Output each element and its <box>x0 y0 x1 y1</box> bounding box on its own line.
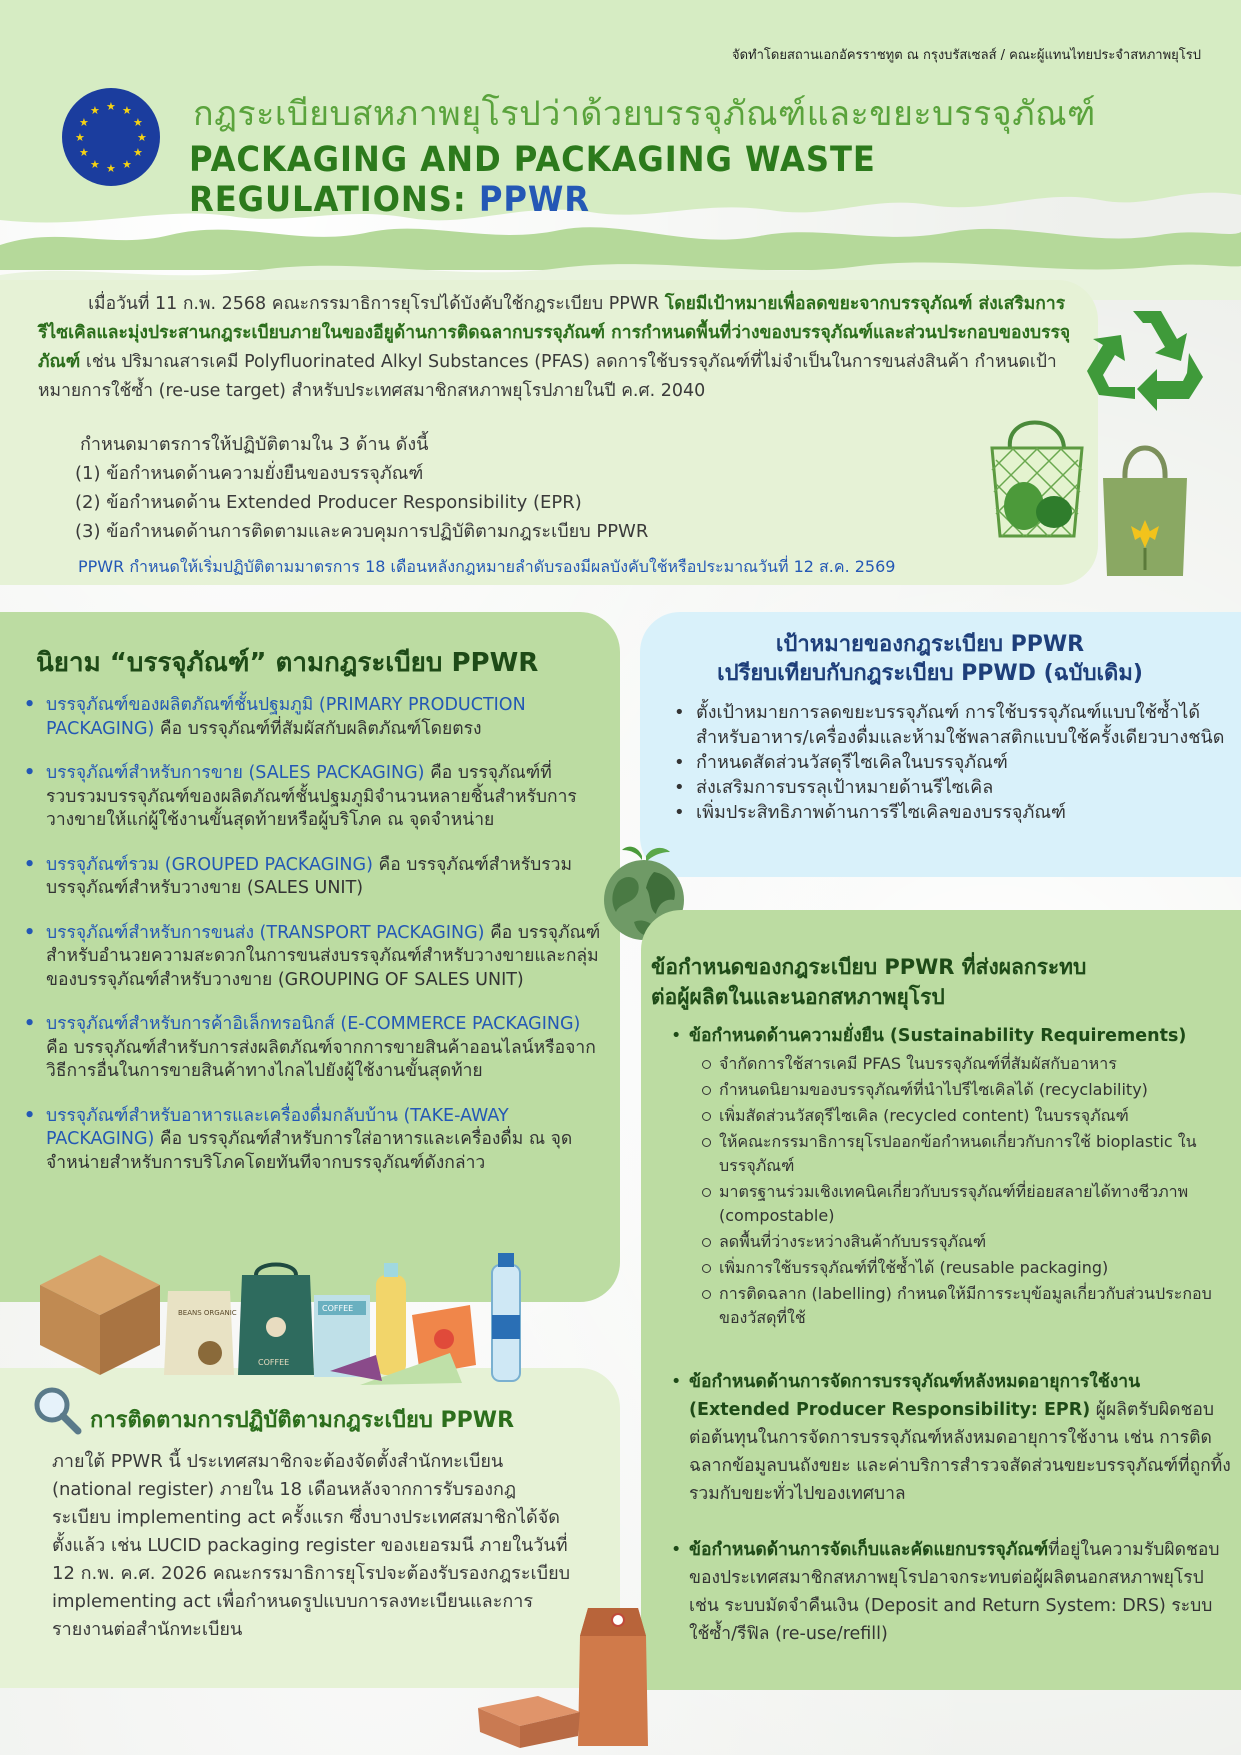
sustainability-item: เพิ่มสัดส่วนวัสดุรีไซเคิล (recycled content) ในบรรจุภัณฑ์ <box>701 1104 1231 1128</box>
sustainability-item: ให้คณะกรรมาธิการยุโรปออกข้อกำหนดเกี่ยวกับการใช้ bioplastic ในบรรจุภัณฑ์ <box>701 1130 1231 1178</box>
definition-item <box>24 1013 604 1084</box>
sustainability-heading-text: ข้อกำหนดด้านความยั่งยืน (Sustainability Requirements) <box>689 1026 1187 1046</box>
goal-item: • กำหนดสัดส่วนวัสดุรีไซเคิลในบรรจุภัณฑ์ <box>674 750 1229 775</box>
product-label: BEANS ORGANIC <box>178 1309 237 1317</box>
sustainability-item: เพิ่มการใช้บรรจุภัณฑ์ที่ใช้ซ้ำได้ (reusable packaging) <box>701 1256 1231 1280</box>
monitoring-title: การติดตามการปฏิบัติตามกฎระเบียบ PPWR <box>90 1408 515 1433</box>
definition-desc: คือ บรรจุภัณฑ์สำหรับการใส่อาหารและเครื่องดื่ม ณ จุดจำหน่ายสำหรับการบริโภคโดยทันทีจากบรรจุภัณฑ์ดังกล่าว <box>46 1129 573 1173</box>
intro-panel <box>0 280 1098 585</box>
product-label: COFFEE <box>322 1304 354 1313</box>
definition-term: บรรจุภัณฑ์สำหรับการค้าอิเล็กทรอนิกส์ (E-COMMERCE PACKAGING) <box>46 1014 581 1034</box>
goals-list <box>674 700 1229 825</box>
agency-credit: จัดทำโดยสถานเอกอัครราชทูต ณ กรุงบรัสเซลส์ / คณะผู้แทนไทยประจำสหภาพยุโรป <box>731 48 1201 63</box>
definition-desc: คือ บรรจุภัณฑ์ที่รวบรวมบรรจุภัณฑ์ของผลิตภัณฑ์ชั้นปฐมภูมิจำนวนหลายชิ้นสำหรับการวางขายให้แก่ผู้ใช้งานขั้นสุดท้ายหรือผู้บริโภค ณ จุดจำหน่าย <box>46 763 577 830</box>
definition-list <box>24 694 604 1196</box>
definition-panel <box>0 612 620 1302</box>
coffee-bag-icon <box>238 1265 314 1376</box>
definition-desc: คือ บรรจุภัณฑ์ที่สัมผัสกับผลิตภัณฑ์โดยตรง <box>154 718 482 739</box>
bean-bag-icon <box>164 1291 237 1375</box>
epr-paragraph <box>671 1368 1231 1508</box>
cardboard-box-icon <box>40 1255 160 1375</box>
definition-term: บรรจุภัณฑ์สำหรับอาหารและเครื่องดื่มกลับบ้าน (TAKE-AWAY PACKAGING) <box>46 1105 509 1149</box>
product-label: COFFEE <box>258 1358 290 1367</box>
definition-desc: คือ บรรจุภัณฑ์สำหรับการส่งผลิตภัณฑ์จากการขายสินค้าออนไลน์หรือจากวิธีการอื่นในการขายสินค้าทางไกลไปยังผู้ใช้งานขั้นสุดท้าย <box>46 1037 596 1081</box>
definition-desc: คือ บรรจุภัณฑ์สำหรับอำนวยความสะดวกในการขนส่งบรรจุภัณฑ์สำหรับวางขายและกลุ่มของบรรจุภัณฑ์สำหรับวางขาย (GROUPING OF SALES UNIT) <box>46 922 601 990</box>
sustainability-item: จำกัดการใช้สารเคมี PFAS ในบรรจุภัณฑ์ที่สัมผัสกับอาหาร <box>701 1052 1231 1076</box>
sustainability-item: การติดฉลาก (labelling) กำหนดให้มีการระบุข้อมูลเกี่ยวกับส่วนประกอบของวัสดุที่ใช้ <box>701 1282 1231 1330</box>
measures-list <box>75 430 648 546</box>
paper-bag-icon <box>578 1608 648 1746</box>
definition-item <box>24 1105 604 1176</box>
requirements-title <box>651 952 1086 1012</box>
intro-text-c: เช่น ปริมาณสารเคมี Polyfluorinated Alkyl Substances (PFAS) ลดการใช้บรรจุภัณฑ์ที่ไม่จำเป็นในการขนส่งสินค้า กำหนดเป้าหมายการใช้ซ้ำ (re-use target) สำหรับประเทศสมาชิกสหภาพยุโรปภายในปี ค.ศ. 2040 <box>38 352 1057 401</box>
monitoring-text: ภายใต้ PPWR นี้ ประเทศสมาชิกจะต้องจัดตั้งสำนักทะเบียน (national register) ภายใน 18 เดือนหลังจากการรับรองกฎระเบียบ implementing act ครั้งแรก ซึ่งบางประเทศสมาชิกได้จัดตั้งแล้ว เช่น LUCID packaging register ของเยอรมนี ภายในวันที่ 12 ก.พ. ค.ศ. 2026 คณะกรรมาธิการยุโรปจะต้องรับรองกฎระเบียบ implementing act เพื่อกำหนดรูปแบบการลงทะเบียนและการรายงานต่อสำนักทะเบียน <box>52 1451 571 1640</box>
epr-text: ผู้ผลิตรับผิดชอบต่อต้นทุนในการจัดการบรรจุภัณฑ์หลังหมดอายุการใช้งาน เช่น การติดฉลากข้อมูลบนถังขยะ และค่าบริการสำรวจสัดส่วนขยะบรรจุภัณฑ์ที่ถูกทิ้งรวมกับขยะทั่วไปของเทศบาล <box>689 1400 1231 1504</box>
definition-item <box>24 922 604 993</box>
epr-block <box>671 1368 1231 1508</box>
requirements-panel <box>641 910 1241 1690</box>
title-english <box>189 140 1157 220</box>
epr-heading: ข้อกำหนดด้านการจัดการบรรจุภัณฑ์หลังหมดอายุการใช้งาน (Extended Producer Responsibility: EPR) <box>689 1372 1141 1420</box>
sustainability-item: ลดพื้นที่ว่างระหว่างสินค้ากับบรรจุภัณฑ์ <box>701 1230 1231 1254</box>
water-bottle-icon <box>492 1253 520 1381</box>
definition-term: บรรจุภัณฑ์สำหรับการขาย (SALES PACKAGING) <box>46 763 425 783</box>
collection-text: ที่อยู่ในความรับผิดชอบของประเทศสมาชิกสหภาพยุโรปอาจกระทบต่อผู้ผลิตนอกสหภาพยุโรป เช่น ระบบมัดจำคืนเงิน (Deposit and Return System: DRS) ระบบใช้ซ้ำ/รีฟิล (re-use/refill) <box>689 1540 1220 1644</box>
requirements-title-line2: ต่อผู้ผลิตในและนอกสหภาพยุโรป <box>651 985 945 1009</box>
title-english-main: PACKAGING AND PACKAGING WASTE REGULATIONS: <box>189 140 876 220</box>
goals-title-line1: เป้าหมายของกฎระเบียบ PPWR <box>775 632 1085 657</box>
deadline-note: PPWR กำหนดให้เริ่มปฏิบัติตามมาตรการ 18 เดือนหลังกฎหมายลำดับรองมีผลบังคับใช้หรือประมาณวันที่ 12 ส.ค. 2569 <box>78 557 896 576</box>
definition-term: บรรจุภัณฑ์ของผลิตภัณฑ์ชั้นปฐมภูมิ (PRIMARY PRODUCTION PACKAGING) <box>46 695 526 739</box>
collection-heading: ข้อกำหนดด้านการจัดเก็บและคัดแยกบรรจุภัณฑ์ <box>689 1540 1049 1560</box>
title-thai: กฎระเบียบสหภาพยุโรปว่าด้วยบรรจุภัณฑ์และขยะบรรจุภัณฑ์ <box>193 94 1096 134</box>
goals-title <box>640 630 1220 688</box>
definition-title: นิยาม “บรรจุภัณฑ์” ตามกฎระเบียบ PPWR <box>36 648 539 678</box>
definition-item <box>24 762 604 833</box>
measure-item: (3) ข้อกำหนดด้านการติดตามและควบคุมการปฏิบัติตามกฎระเบียบ PPWR <box>75 521 649 542</box>
sustainability-block <box>671 1022 1231 1332</box>
definition-term: บรรจุภัณฑ์รวม (GROUPED PACKAGING) <box>46 854 373 875</box>
magnifier-icon <box>32 1385 82 1435</box>
takeaway-box-icon <box>478 1696 580 1748</box>
juice-bottle-icon <box>376 1263 406 1375</box>
tote-bag-icon <box>1095 430 1195 580</box>
definition-item <box>24 854 604 901</box>
packaging-products-illustration <box>30 1235 570 1385</box>
collection-paragraph <box>671 1536 1231 1648</box>
sustainability-item: มาตรฐานร่วมเชิงเทคนิคเกี่ยวกับบรรจุภัณฑ์ที่ย่อยสลายได้ทางชีวภาพ (compostable) <box>701 1180 1231 1228</box>
sustainability-heading <box>671 1022 1231 1050</box>
recycle-icon <box>1085 305 1207 415</box>
measure-item: (2) ข้อกำหนดด้าน Extended Producer Responsibility (EPR) <box>75 492 582 513</box>
measure-item: (1) ข้อกำหนดด้านความยั่งยืนของบรรจุภัณฑ์ <box>75 463 424 484</box>
goals-title-line2: เปรียบเทียบกับกฎระเบียบ PPWD (ฉบับเดิม) <box>717 661 1143 686</box>
intro-paragraph <box>38 290 1078 406</box>
definition-term: บรรจุภัณฑ์สำหรับการขนส่ง (TRANSPORT PACKAGING) <box>46 922 485 943</box>
goals-panel <box>640 612 1241 877</box>
intro-text-bold: โดยมีเป้าหมายเพื่อลดขยะจากบรรจุภัณฑ์ ส่งเสริมการรีไซเคิลและมุ่งประสานกฎระเบียบภายในของอียูด้านการติดฉลากบรรจุภัณฑ์ การกำหนดพื้นที่ว่างของบรรจุภัณฑ์และส่วนประกอบของบรรจุภัณฑ์ <box>38 294 1071 372</box>
intro-text-a: เมื่อวันที่ 11 ก.พ. 2568 คณะกรรมาธิการยุโรปได้บังคับใช้กฎระเบียบ PPWR <box>88 294 660 314</box>
goal-item: • ตั้งเป้าหมายการลดขยะบรรจุภัณฑ์ การใช้บรรจุภัณฑ์แบบใช้ซ้ำได้สำหรับอาหาร/เครื่องดื่มและห้ามใช้พลาสติกแบบใช้ครั้งเดียวบางชนิด <box>674 700 1229 750</box>
requirements-title-line1: ข้อกำหนดของกฎระเบียบ PPWR ที่ส่งผลกระทบ <box>651 955 1087 979</box>
mesh-bag-icon <box>982 408 1094 548</box>
definition-desc: คือ บรรจุภัณฑ์สำหรับรวมบรรจุภัณฑ์สำหรับวางขาย (SALES UNIT) <box>46 854 573 898</box>
title-english-accent: PPWR <box>478 180 591 220</box>
sustainability-list <box>701 1052 1231 1330</box>
goal-item: • ส่งเสริมการบรรลุเป้าหมายด้านรีไซเคิล <box>674 775 1229 800</box>
measures-title: กำหนดมาตรการให้ปฏิบัติตามใน 3 ด้าน ดังนี้ <box>80 434 429 455</box>
goal-item: • เพิ่มประสิทธิภาพด้านการรีไซเคิลของบรรจุภัณฑ์ <box>674 800 1229 825</box>
eu-flag-icon: ★ ★ ★ ★ ★ ★ ★ ★ ★ ★ ★ ★ <box>62 88 160 186</box>
takeaway-packaging-illustration <box>470 1600 670 1750</box>
collection-block <box>671 1536 1231 1648</box>
sustainability-item: กำหนดนิยามของบรรจุภัณฑ์ที่นำไปรีไซเคิลได้ (recyclability) <box>701 1078 1231 1102</box>
definition-item <box>24 694 604 741</box>
